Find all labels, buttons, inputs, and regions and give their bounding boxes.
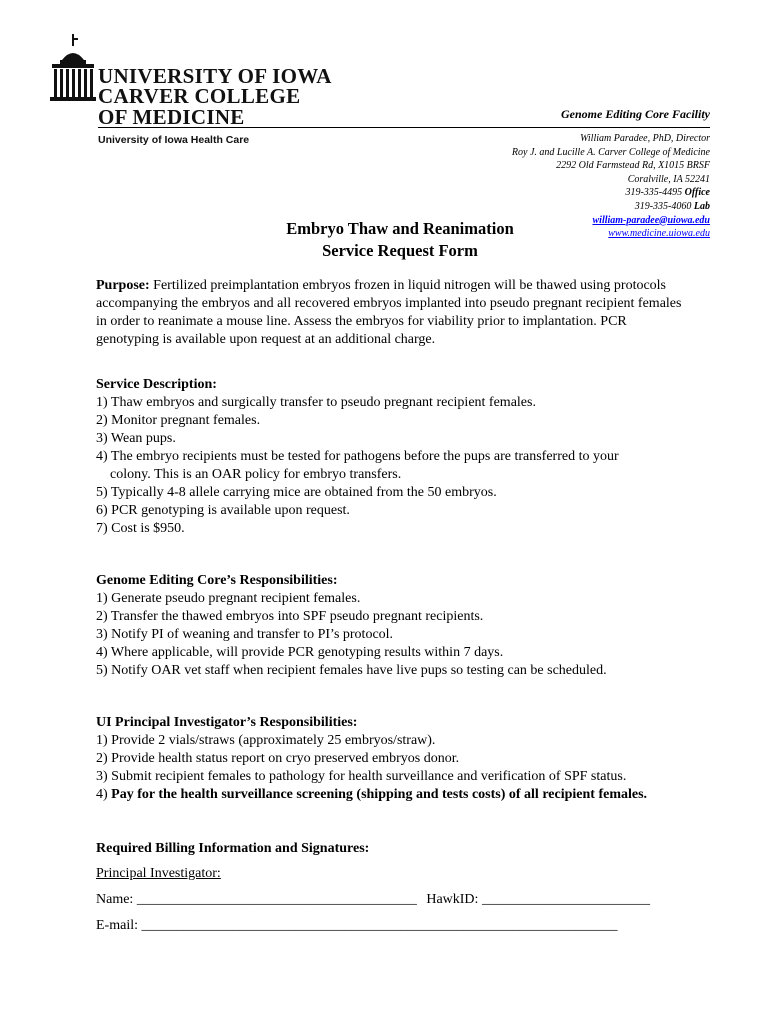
service-section xyxy=(96,376,686,538)
pi-item-4-number: 4) xyxy=(96,787,112,802)
service-item: 4) The embryo recipients must be tested for pathogens before the pups are transferred to your xyxy=(96,449,619,464)
purpose-text: Fertilized preimplantation embryos frozen in liquid nitrogen will be thawed using protocols accompanying the embryos and all recovered embryos implanted into pseudo pregnant recipient females in order to reanimate a mouse line. Assess the embryos for viability prior to implantation. PCR genotyping is available upon request at an additional charge. xyxy=(96,278,682,347)
service-item: 3) Wean pups. xyxy=(96,431,176,446)
purpose-label: Purpose: xyxy=(96,278,150,293)
core-section xyxy=(96,572,686,680)
email-row xyxy=(96,918,618,934)
college-name: Roy J. and Lucille A. Carver College of Medicine xyxy=(511,146,710,158)
service-heading: Service Description: xyxy=(96,377,217,392)
service-item: 6) PCR genotyping is available upon request. xyxy=(96,503,350,518)
name-row xyxy=(96,892,650,908)
service-item: 5) Typically 4-8 allele carrying mice are obtained from the 50 embryos. xyxy=(96,485,497,500)
name-label: Name: xyxy=(96,892,134,907)
pi-item: 1) Provide 2 vials/straws (approximately 25 embryos/straw). xyxy=(96,733,436,748)
logo-line-2: CARVER COLLEGE xyxy=(98,84,301,108)
purpose-paragraph xyxy=(96,277,686,349)
email-link[interactable]: william-paradee@uiowa.edu xyxy=(592,214,710,226)
header-divider xyxy=(98,127,710,128)
office-phone: 319-335-4495 xyxy=(625,187,683,199)
pi-item: 3) Submit recipient females to pathology for health surveillance and verification of SPF status. xyxy=(96,769,627,784)
form-title xyxy=(250,218,550,262)
billing-heading-text: Required Billing Information and Signatures: xyxy=(96,841,370,856)
website-link[interactable]: www.medicine.uiowa.edu xyxy=(608,228,710,240)
pi-section xyxy=(96,714,716,804)
title-line-2: Service Request Form xyxy=(322,241,478,260)
facility-name: Genome Editing Core Facility xyxy=(561,107,710,121)
core-item: 5) Notify OAR vet staff when recipient females have live pups so testing can be scheduled. xyxy=(96,663,607,678)
hawkid-label: HawkID: xyxy=(426,892,479,907)
service-item-continued: colony. This is an OAR policy for embryo transfers. xyxy=(110,467,402,482)
pi-heading: UI Principal Investigator’s Responsibilities: xyxy=(96,715,358,730)
core-heading: Genome Editing Core’s Responsibilities: xyxy=(96,573,338,588)
core-item: 2) Transfer the thawed embryos into SPF pseudo pregnant recipients. xyxy=(96,609,484,624)
pi-label: Principal Investigator: xyxy=(96,866,221,881)
core-item: 3) Notify PI of weaning and transfer to PI’s protocol. xyxy=(96,627,394,642)
email-label: E-mail: xyxy=(96,918,138,933)
lab-phone-line xyxy=(512,200,710,214)
pi-item-4 xyxy=(96,786,716,804)
lab-phone: 319-335-4060 xyxy=(634,200,692,212)
director-name: William Paradee, PhD, Director xyxy=(580,133,710,144)
billing-heading xyxy=(96,840,686,858)
hawkid-field[interactable]: ________________________ xyxy=(481,892,650,907)
name-field[interactable]: ________________________________________ xyxy=(136,892,417,907)
street-address: 2292 Old Farmstead Rd, X1015 BRSF xyxy=(556,160,710,172)
email-field[interactable]: ____________________________________________________________________ xyxy=(141,918,618,933)
logo-line-3: OF MEDICINE xyxy=(98,105,245,129)
office-phone-line xyxy=(512,186,710,200)
lab-label: Lab xyxy=(693,200,710,212)
office-label: Office xyxy=(684,187,710,199)
city-address: Coralville, IA 52241 xyxy=(627,173,710,185)
core-item: 4) Where applicable, will provide PCR genotyping results within 7 days. xyxy=(96,645,504,660)
logo-subtitle: University of Iowa Health Care xyxy=(98,134,250,146)
service-item: 7) Cost is $950. xyxy=(96,521,185,536)
service-item: 1) Thaw embryos and surgically transfer to pseudo pregnant recipient females. xyxy=(96,395,536,410)
service-item: 2) Monitor pregnant females. xyxy=(96,413,261,428)
title-line-1: Embryo Thaw and Reanimation xyxy=(286,219,514,238)
pi-item: 2) Provide health status report on cryo preserved embryos donor. xyxy=(96,751,460,766)
old-capitol-icon xyxy=(50,34,100,104)
logo-line-1: UNIVERSITY OF IOWA xyxy=(98,64,332,88)
core-item: 1) Generate pseudo pregnant recipient females. xyxy=(96,591,361,606)
pi-item-4-bold: Pay for the health surveillance screening (shipping and tests costs) of all recipient females. xyxy=(111,787,648,802)
